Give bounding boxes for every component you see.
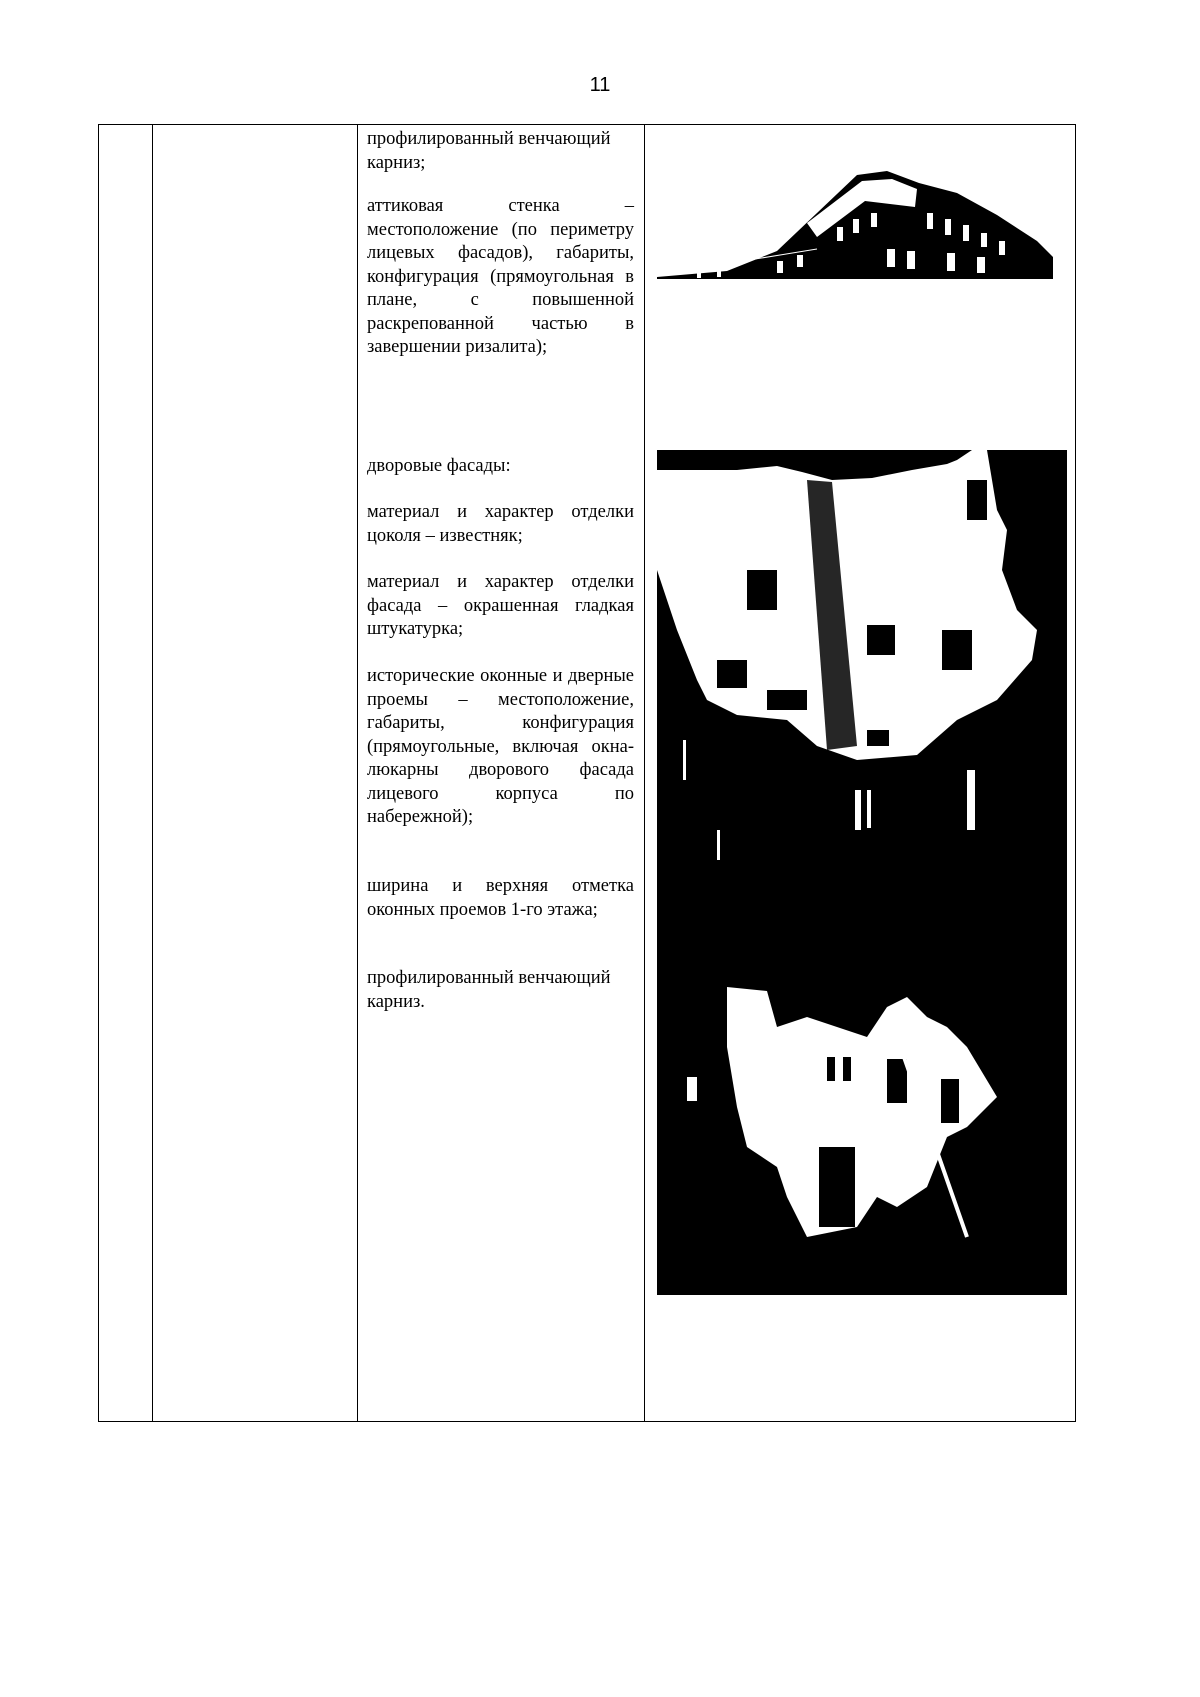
courtyard-corner-photo bbox=[657, 987, 1067, 1295]
objects-table bbox=[98, 124, 1076, 1422]
building-cornice-photo bbox=[657, 153, 1053, 279]
paragraph-facade-finish: материал и характер отделки фасада – окрашенная гладкая штукатурка; bbox=[367, 572, 634, 639]
paragraph-window-width: ширина и верхняя отметка оконных проемов 1-го этажа; bbox=[367, 876, 634, 920]
paragraph-cornice: профилированный венчающий карниз; bbox=[367, 129, 611, 173]
page-number: 11 bbox=[589, 74, 611, 96]
column-divider-1 bbox=[152, 125, 153, 1421]
paragraph-courtyard-heading: дворовые фасады: bbox=[367, 456, 511, 476]
column-divider-3 bbox=[644, 125, 645, 1421]
paragraph-openings: исторические оконные и дверные проемы – местоположение, габариты, конфигурация (прямоугольные, включая окна-люкарны дворового фасада лицевого корпуса по набережной); bbox=[367, 666, 634, 827]
paragraph-cornice-courtyard: профилированный венчающий карниз. bbox=[367, 968, 611, 1012]
paragraph-attic-wall: аттиковая стенка – местоположение (по периметру лицевых фасадов), габариты, конфигурация (прямоугольная в плане, с повышенной раскрепованной частью в завершении ризалита); bbox=[367, 196, 634, 357]
courtyard-facade-photo bbox=[657, 450, 1067, 998]
paragraph-plinth: материал и характер отделки цоколя – известняк; bbox=[367, 502, 634, 546]
column-divider-2 bbox=[357, 125, 358, 1421]
